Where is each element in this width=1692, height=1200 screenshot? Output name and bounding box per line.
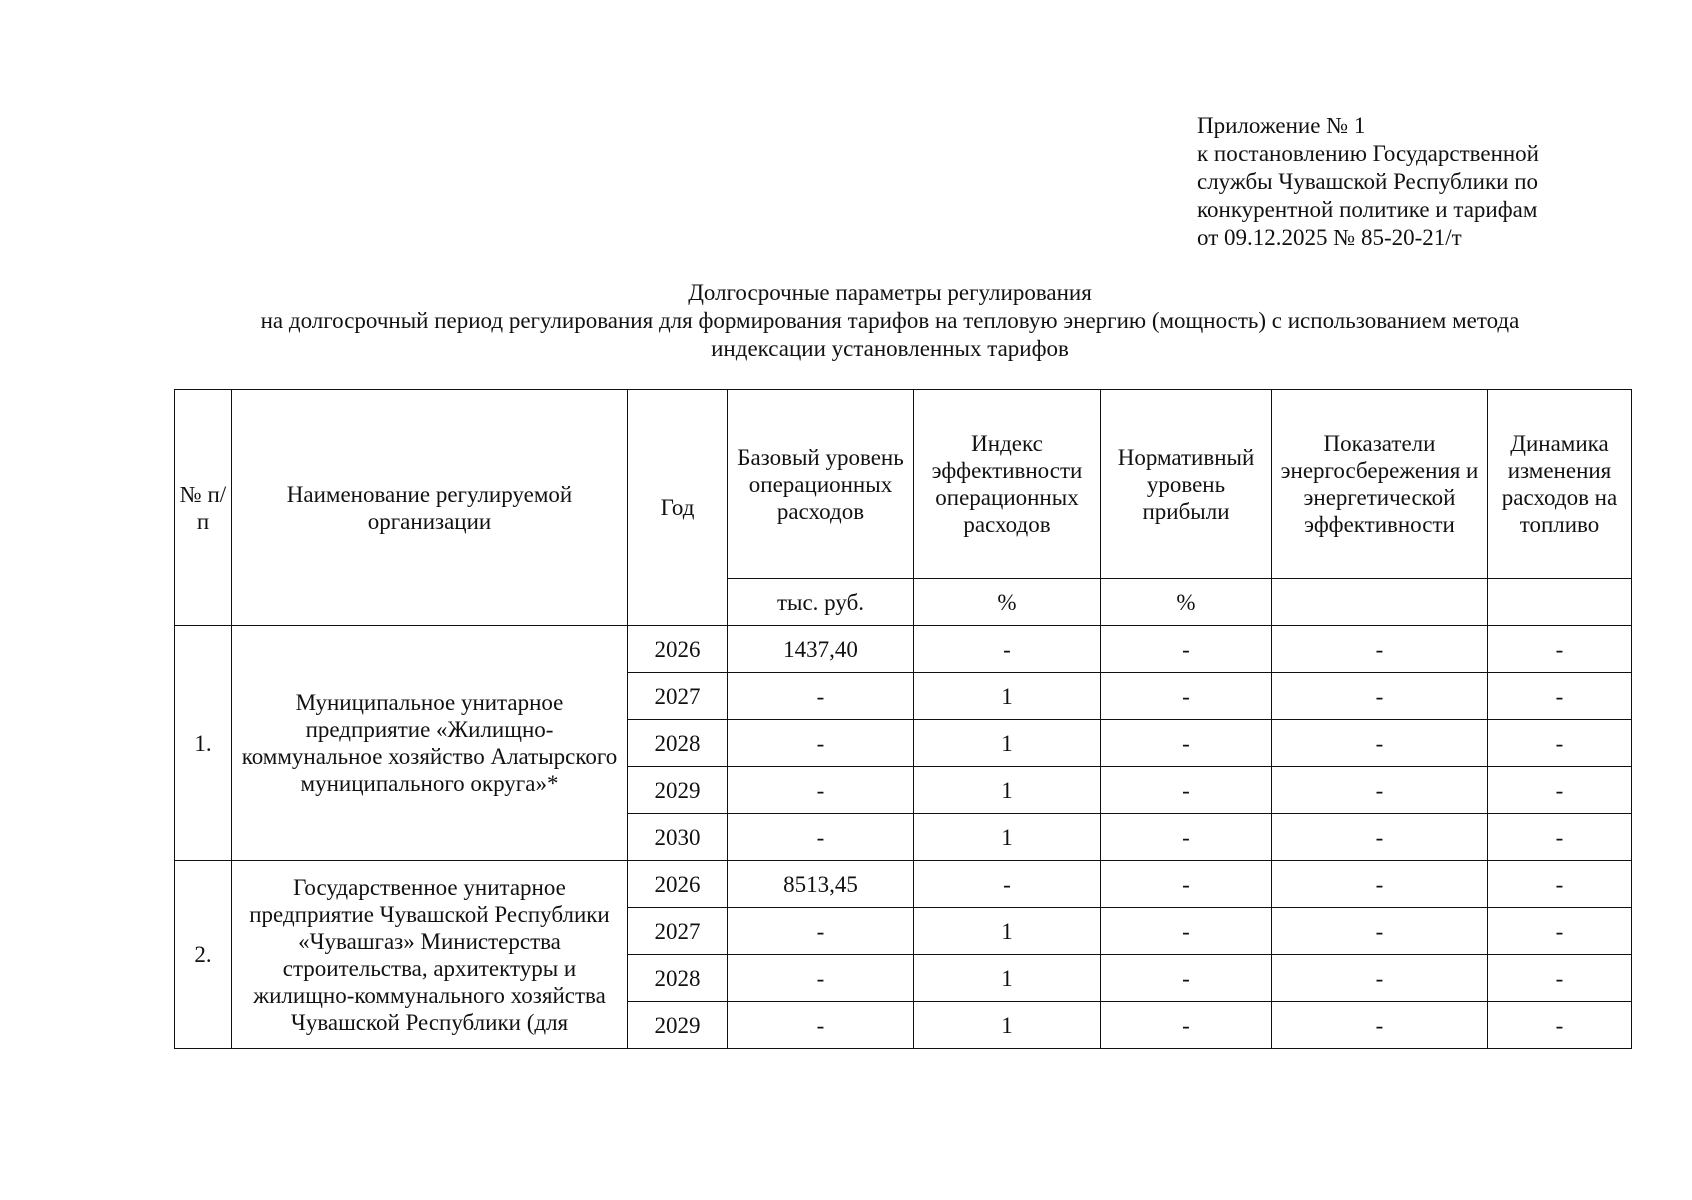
cell-index: 1 [914, 1002, 1101, 1049]
cell-year: 2028 [628, 955, 728, 1002]
unit-index: % [914, 579, 1101, 626]
header-year: Год [628, 390, 728, 626]
title-line: индексации установленных тарифов [711, 336, 1069, 361]
cell-fuel: - [1488, 861, 1632, 908]
cell-energy: - [1272, 767, 1488, 814]
cell-fuel: - [1488, 767, 1632, 814]
unit-profit: % [1101, 579, 1272, 626]
cell-energy: - [1272, 861, 1488, 908]
cell-profit: - [1101, 814, 1272, 861]
cell-index: 1 [914, 720, 1101, 767]
header-fuel: Динамика изменения расходов на топливо [1488, 390, 1632, 579]
title-line: на долгосрочный период регулирования для формирования тарифов на тепловую энергию (мощность) с использованием метода [260, 308, 1520, 333]
cell-fuel: - [1488, 814, 1632, 861]
cell-profit: - [1101, 720, 1272, 767]
cell-base: - [728, 673, 914, 720]
cell-fuel: - [1488, 673, 1632, 720]
cell-year: 2028 [628, 720, 728, 767]
cell-profit: - [1101, 908, 1272, 955]
appendix-line: от 09.12.2025 № 85-20-21/т [1197, 225, 1462, 250]
org-number: 1. [175, 626, 232, 861]
cell-base: 1437,40 [728, 626, 914, 673]
header-org: Наименование регулируемой организации [232, 390, 628, 626]
cell-year: 2026 [628, 626, 728, 673]
cell-base: 8513,45 [728, 861, 914, 908]
cell-index: 1 [914, 814, 1101, 861]
cell-index: 1 [914, 955, 1101, 1002]
unit-fuel [1488, 579, 1632, 626]
header-profit: Нормативный уровень прибыли [1101, 390, 1272, 579]
cell-index: - [914, 626, 1101, 673]
parameters-table [174, 389, 1632, 1049]
document-title [180, 279, 1600, 363]
header-row [175, 390, 1632, 579]
header-base: Базовый уровень операционных расходов [728, 390, 914, 579]
cell-index: - [914, 861, 1101, 908]
cell-fuel: - [1488, 1002, 1632, 1049]
cell-energy: - [1272, 814, 1488, 861]
cell-year: 2026 [628, 861, 728, 908]
cell-profit: - [1101, 626, 1272, 673]
cell-base: - [728, 908, 914, 955]
cell-fuel: - [1488, 908, 1632, 955]
header-index: Индекс эффективности операционных расходов [914, 390, 1101, 579]
cell-year: 2029 [628, 1002, 728, 1049]
cell-profit: - [1101, 955, 1272, 1002]
cell-base: - [728, 1002, 914, 1049]
cell-profit: - [1101, 767, 1272, 814]
cell-year: 2029 [628, 767, 728, 814]
title-line: Долгосрочные параметры регулирования [688, 280, 1092, 305]
cell-year: 2027 [628, 673, 728, 720]
cell-base: - [728, 720, 914, 767]
cell-base: - [728, 955, 914, 1002]
table-row [175, 626, 1632, 673]
unit-energy [1272, 579, 1488, 626]
appendix-line: Приложение № 1 [1197, 113, 1366, 138]
cell-index: 1 [914, 673, 1101, 720]
cell-energy: - [1272, 908, 1488, 955]
cell-energy: - [1272, 626, 1488, 673]
cell-year: 2027 [628, 908, 728, 955]
cell-profit: - [1101, 861, 1272, 908]
cell-energy: - [1272, 955, 1488, 1002]
cell-index: 1 [914, 908, 1101, 955]
cell-fuel: - [1488, 955, 1632, 1002]
header-energy: Показатели энергосбережения и энергетической эффективности [1272, 390, 1488, 579]
cell-index: 1 [914, 767, 1101, 814]
appendix-line: службы Чувашской Республики по [1197, 169, 1539, 194]
unit-base: тыс. руб. [728, 579, 914, 626]
table-row [175, 861, 1632, 908]
cell-base: - [728, 767, 914, 814]
org-name: Муниципальное унитарное предприятие «Жилищно-коммунальное хозяйство Алатырского муниципального округа»* [232, 626, 628, 861]
appendix-block [1197, 112, 1617, 252]
cell-base: - [728, 814, 914, 861]
org-name: Государственное унитарное предприятие Чувашской Республики «Чувашгаз» Министерства строительства, архитектуры и жилищно-коммунального хозяйства Чувашской Республики (для [232, 861, 628, 1049]
org-number: 2. [175, 861, 232, 1049]
cell-energy: - [1272, 673, 1488, 720]
cell-profit: - [1101, 1002, 1272, 1049]
appendix-line: конкурентной политике и тарифам [1197, 197, 1538, 222]
appendix-line: к постановлению Государственной [1197, 141, 1539, 166]
cell-energy: - [1272, 720, 1488, 767]
cell-year: 2030 [628, 814, 728, 861]
cell-profit: - [1101, 673, 1272, 720]
cell-energy: - [1272, 1002, 1488, 1049]
cell-fuel: - [1488, 720, 1632, 767]
header-num: № п/п [175, 390, 232, 626]
cell-fuel: - [1488, 626, 1632, 673]
